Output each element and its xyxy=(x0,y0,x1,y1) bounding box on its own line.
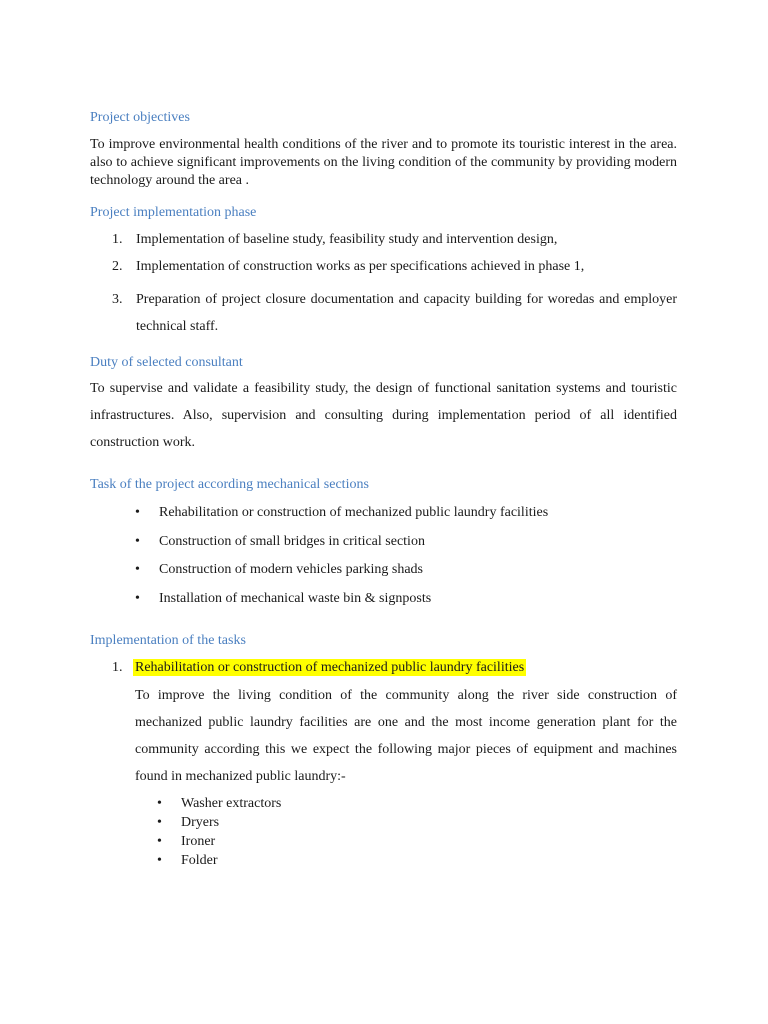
bullet-icon: • xyxy=(157,815,162,830)
list-item xyxy=(112,232,677,248)
bullet-icon: • xyxy=(135,562,140,577)
implementation-tasks-heading: Implementation of the tasks xyxy=(90,633,246,648)
list-text: Implementation of baseline study, feasibility study and intervention design, xyxy=(136,232,558,247)
list-text: Construction of small bridges in critical section xyxy=(159,534,425,549)
list-number: 1. xyxy=(112,660,123,675)
list-text: Preparation of project closure documentation and capacity building for woredas and employer technical staff. xyxy=(136,292,677,334)
bullet-icon: • xyxy=(157,853,162,868)
objectives-heading: Project objectives xyxy=(90,110,190,125)
objectives-text: To improve environmental health conditions of the river and to promote its touristic interest in the area. also to achieve significant improvements on the living condition of the community by providing modern technology around the area . xyxy=(90,137,677,188)
list-text: Rehabilitation or construction of mechanized public laundry facilities xyxy=(159,505,549,520)
highlighted-task-title: Rehabilitation or construction of mechanized public laundry facilities xyxy=(135,660,525,675)
list-item xyxy=(135,505,677,521)
list-number: 2. xyxy=(112,259,123,274)
list-number: 1. xyxy=(112,232,123,247)
list-item xyxy=(135,562,677,578)
list-number: 3. xyxy=(112,292,123,307)
list-item xyxy=(157,796,281,812)
bullet-icon: • xyxy=(135,505,140,520)
list-item xyxy=(112,286,677,340)
implementation-task-item xyxy=(112,660,677,676)
list-item xyxy=(135,534,677,550)
consultant-heading: Duty of selected consultant xyxy=(90,355,243,370)
list-text: Implementation of construction works as per specifications achieved in phase 1, xyxy=(136,259,585,274)
implementation-phase-heading: Project implementation phase xyxy=(90,205,257,220)
list-item xyxy=(135,591,677,607)
list-text: Washer extractors xyxy=(181,796,282,811)
bullet-icon: • xyxy=(135,591,140,606)
list-text: Folder xyxy=(181,853,218,868)
bullet-icon: • xyxy=(135,534,140,549)
list-item xyxy=(157,853,218,869)
laundry-description: To improve the living condition of the community along the river side construction of mechanized public laundry facilities are one and the most income generation plant for the community according this we expect the following major pieces of equipment and machines found in mechanized public laundry:- xyxy=(135,688,677,784)
list-text: Dryers xyxy=(181,815,220,830)
bullet-icon: • xyxy=(157,796,162,811)
list-text: Construction of modern vehicles parking shads xyxy=(159,562,424,577)
list-text: Installation of mechanical waste bin & signposts xyxy=(159,591,432,606)
list-text: Ironer xyxy=(181,834,216,849)
list-item xyxy=(112,259,677,275)
consultant-text: To supervise and validate a feasibility study, the design of functional sanitation systems and touristic infrastructures. Also, supervision and consulting during implementation period of all identified construction work. xyxy=(90,381,677,450)
list-item xyxy=(157,815,219,831)
tasks-heading: Task of the project according mechanical sections xyxy=(90,477,369,492)
list-item xyxy=(157,834,215,850)
bullet-icon: • xyxy=(157,834,162,849)
